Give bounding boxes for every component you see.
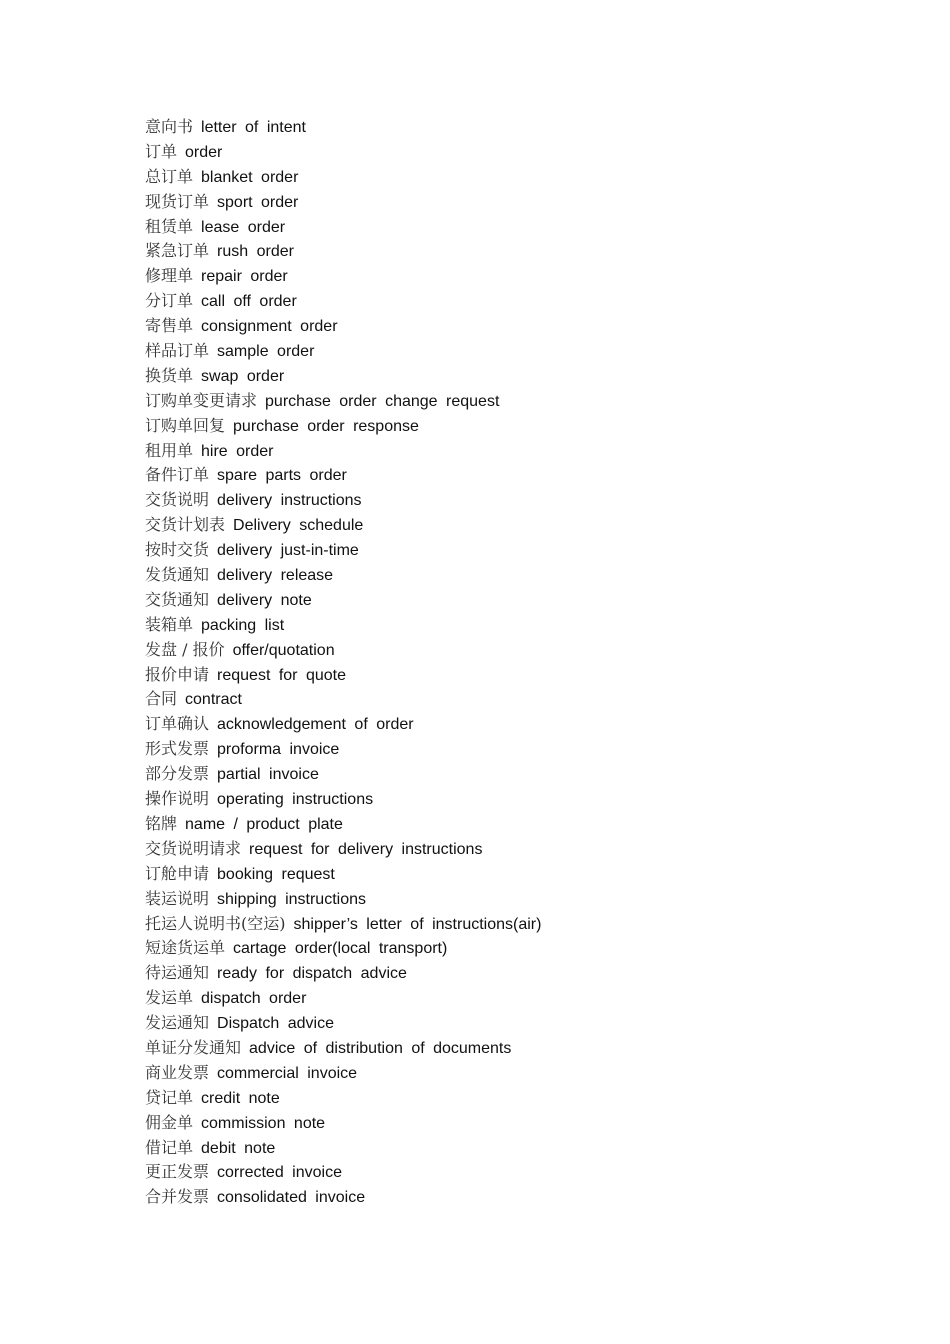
term-row	[145, 165, 541, 190]
term-chinese: 紧急订单	[145, 241, 210, 261]
term-english: repair order	[201, 268, 288, 286]
term-english: cartage order(local transport)	[233, 940, 448, 958]
term-english: purchase order change request	[265, 392, 500, 410]
term-row	[145, 1111, 541, 1136]
term-row	[145, 140, 541, 165]
term-english: ready for dispatch advice	[217, 965, 407, 983]
term-row	[145, 961, 541, 986]
term-row	[145, 364, 541, 389]
term-english: name / product plate	[185, 815, 343, 833]
term-row	[145, 463, 541, 488]
term-chinese: 订单确认	[145, 714, 210, 734]
term-row	[145, 812, 541, 837]
term-chinese: 合同	[145, 689, 178, 709]
term-english: sample order	[217, 343, 315, 361]
term-english: call off order	[201, 293, 297, 311]
term-row	[145, 264, 541, 289]
term-row	[145, 1086, 541, 1111]
term-list	[145, 115, 541, 1210]
term-english: rush order	[217, 243, 294, 261]
term-row	[145, 439, 541, 464]
term-row	[145, 488, 541, 513]
term-row	[145, 613, 541, 638]
term-chinese: 部分发票	[145, 764, 210, 784]
term-chinese: 按时交货	[145, 540, 210, 560]
term-row	[145, 912, 541, 937]
term-row	[145, 1061, 541, 1086]
term-english: advice of distribution of documents	[249, 1039, 512, 1057]
term-english: acknowledgement of order	[217, 716, 414, 734]
term-english: operating instructions	[217, 791, 374, 809]
term-english: offer/quotation	[232, 641, 335, 659]
term-chinese: 托运人说明书(空运)	[145, 913, 286, 933]
term-chinese: 寄售单	[145, 316, 194, 336]
term-chinese: 形式发票	[145, 739, 210, 759]
term-row	[145, 389, 541, 414]
term-english: sport order	[217, 193, 299, 211]
term-row	[145, 588, 541, 613]
term-chinese: 换货单	[145, 365, 194, 385]
term-row	[145, 737, 541, 762]
term-english: letter of intent	[201, 119, 306, 136]
term-english: blanket order	[201, 168, 299, 186]
term-chinese: 发运通知	[145, 1013, 210, 1033]
term-row	[145, 712, 541, 737]
term-row	[145, 538, 541, 563]
term-english: Delivery schedule	[233, 517, 364, 535]
term-chinese: 更正发票	[145, 1162, 210, 1182]
term-row	[145, 687, 541, 712]
term-english: proforma invoice	[217, 741, 340, 759]
term-row	[145, 513, 541, 538]
term-english: booking request	[217, 865, 335, 883]
term-chinese: 订单	[145, 141, 178, 161]
term-english: commercial invoice	[217, 1064, 358, 1082]
term-english: partial invoice	[217, 766, 319, 784]
term-english: consignment order	[201, 318, 338, 336]
term-english: packing list	[201, 616, 285, 634]
term-chinese: 订舱申请	[145, 863, 210, 883]
term-chinese: 订购单变更请求	[145, 390, 258, 410]
term-row	[145, 762, 541, 787]
term-english: consolidated invoice	[217, 1189, 366, 1207]
term-chinese: 待运通知	[145, 963, 210, 983]
term-row	[145, 1036, 541, 1061]
term-chinese: 合并发票	[145, 1187, 210, 1207]
term-row	[145, 936, 541, 961]
term-row	[145, 663, 541, 688]
term-row	[145, 190, 541, 215]
term-row	[145, 339, 541, 364]
term-english: hire order	[201, 442, 274, 460]
term-english: order	[185, 143, 223, 161]
term-row	[145, 862, 541, 887]
term-row	[145, 1011, 541, 1036]
term-chinese: 交货计划表	[145, 515, 226, 535]
term-chinese: 发运单	[145, 988, 194, 1008]
term-row	[145, 215, 541, 240]
term-chinese: 装运说明	[145, 888, 210, 908]
term-chinese: 交货说明请求	[145, 838, 242, 858]
term-english: swap order	[201, 367, 285, 385]
term-row	[145, 115, 541, 140]
term-chinese: 发货通知	[145, 565, 210, 585]
term-chinese: 报价申请	[145, 664, 210, 684]
term-english: debit note	[201, 1139, 276, 1157]
term-chinese: 租赁单	[145, 216, 194, 236]
term-row	[145, 1160, 541, 1185]
term-english: contract	[185, 691, 242, 709]
term-english: lease order	[201, 218, 286, 236]
term-english: credit note	[201, 1089, 280, 1107]
term-chinese: 发盘 / 报价	[145, 639, 225, 659]
term-row	[145, 638, 541, 663]
term-row	[145, 1136, 541, 1161]
term-english: shipper’s letter of instructions(air)	[293, 915, 542, 933]
term-chinese: 佣金单	[145, 1112, 194, 1132]
term-chinese: 订购单回复	[145, 415, 226, 435]
term-chinese: 修理单	[145, 266, 194, 286]
term-english: spare parts order	[217, 467, 347, 485]
term-english: delivery release	[217, 567, 334, 585]
term-chinese: 单证分发通知	[145, 1037, 242, 1057]
term-english: corrected invoice	[217, 1164, 342, 1182]
term-chinese: 借记单	[145, 1137, 194, 1157]
term-chinese: 现货订单	[145, 191, 210, 211]
term-row	[145, 837, 541, 862]
term-chinese: 操作说明	[145, 789, 210, 809]
term-chinese: 交货通知	[145, 589, 210, 609]
term-chinese: 装箱单	[145, 614, 194, 634]
term-english: request for delivery instructions	[249, 840, 483, 858]
term-chinese: 短途货运单	[145, 938, 226, 958]
term-row	[145, 787, 541, 812]
term-row	[145, 414, 541, 439]
term-row	[145, 1185, 541, 1210]
term-row	[145, 986, 541, 1011]
term-chinese: 租用单	[145, 440, 194, 460]
term-row	[145, 239, 541, 264]
term-chinese: 商业发票	[145, 1062, 210, 1082]
term-chinese: 意向书	[145, 117, 194, 136]
term-english: commission note	[201, 1114, 326, 1132]
term-english: delivery instructions	[217, 492, 362, 510]
term-chinese: 样品订单	[145, 341, 210, 361]
term-row	[145, 887, 541, 912]
term-chinese: 贷记单	[145, 1087, 194, 1107]
term-row	[145, 289, 541, 314]
term-english: dispatch order	[201, 990, 307, 1008]
term-english: purchase order response	[233, 417, 419, 435]
term-row	[145, 314, 541, 339]
term-english: delivery note	[217, 591, 312, 609]
term-row	[145, 563, 541, 588]
term-english: shipping instructions	[217, 890, 366, 908]
term-english: delivery just-in-time	[217, 542, 359, 560]
term-chinese: 交货说明	[145, 490, 210, 510]
term-english: Dispatch advice	[217, 1015, 334, 1033]
term-chinese: 总订单	[145, 166, 194, 186]
term-english: request for quote	[217, 666, 346, 684]
term-chinese: 备件订单	[145, 465, 210, 485]
term-chinese: 铭牌	[145, 813, 178, 833]
term-chinese: 分订单	[145, 291, 194, 311]
